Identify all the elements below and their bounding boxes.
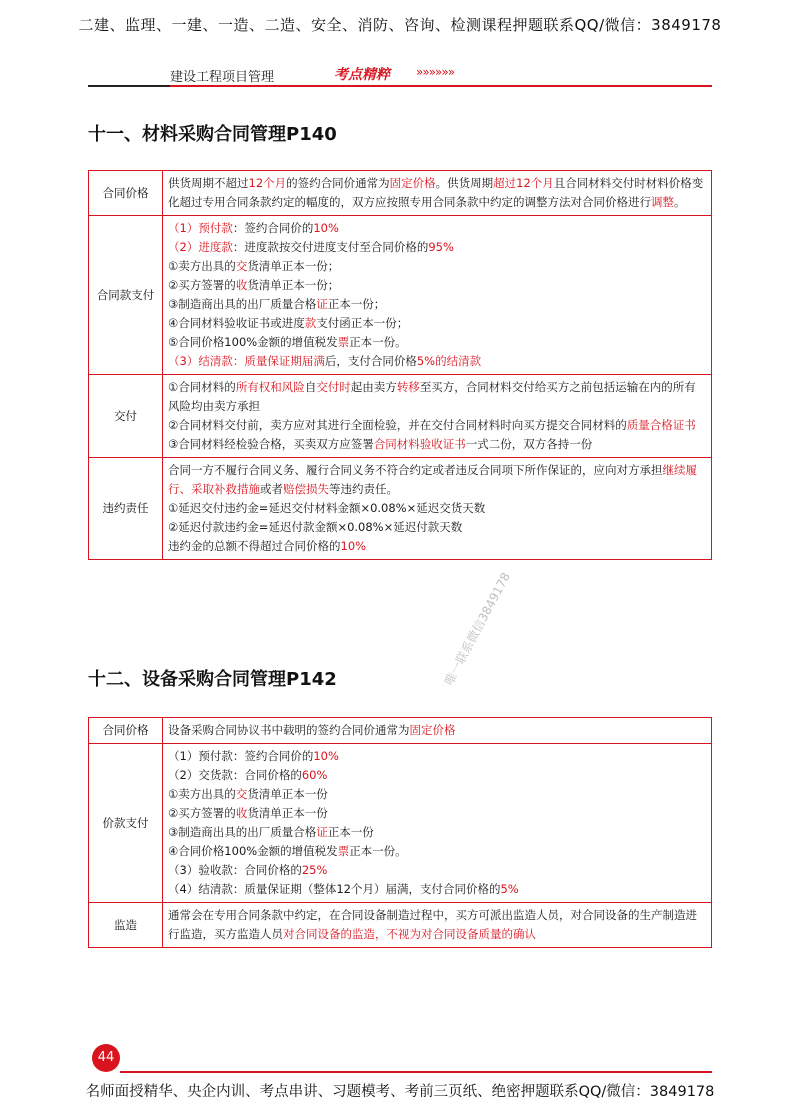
body-text: ④合同价格100%金额的增值税发 <box>168 844 338 858</box>
highlight-text: （3）结清款 <box>168 354 233 368</box>
header-divider-accent <box>88 85 170 87</box>
highlight-text: 固定价格 <box>389 176 436 190</box>
content-line <box>168 499 706 518</box>
row-label: 违约责任 <box>89 458 163 560</box>
body-text: ②延迟付款违约金=延迟付款金额×0.08%×延迟付款天数 <box>168 520 463 534</box>
highlight-text: 合同材料验收证书 <box>373 437 466 451</box>
body-text: 违约金的总额不得超过合同价格的 <box>168 539 341 553</box>
highlight-text: 赔偿损失 <box>283 482 329 496</box>
content-line <box>168 219 706 238</box>
table-row <box>89 458 712 560</box>
row-content <box>163 216 712 375</box>
body-text: 设备采购合同协议书中载明的签约合同价通常为 <box>168 723 410 737</box>
row-label: 价款支付 <box>89 744 163 903</box>
row-content <box>163 744 712 903</box>
highlight-text: 票 <box>337 335 350 349</box>
highlight-text: ：质量保证期届满 <box>232 354 325 368</box>
body-text: 货清单正本一份； <box>247 259 340 273</box>
content-line <box>168 823 706 842</box>
highlight-text: 质量合格证书 <box>626 418 696 432</box>
content-line <box>168 378 706 416</box>
body-text: ④合同材料验收证书或进度 <box>168 316 305 330</box>
highlight-text: 证 <box>316 825 328 839</box>
highlight-text: 对合同设备的监造，不视为对合同设备质量的确认 <box>283 927 536 941</box>
content-line <box>168 785 706 804</box>
highlight-text: 10% <box>313 221 339 235</box>
content-line <box>168 906 706 944</box>
body-text: 正本一份。 <box>349 335 407 349</box>
highlight-text: 95% <box>428 240 454 254</box>
highlight-text: 固定价格 <box>409 723 456 737</box>
highlight-text: （2）进度款 <box>168 240 233 254</box>
highlight-text: 票 <box>337 844 350 858</box>
body-text: 正本一份。 <box>349 844 407 858</box>
highlight-text: 超过12个月 <box>493 176 554 190</box>
row-content <box>163 375 712 458</box>
table-row <box>89 903 712 948</box>
body-text: ②买方签署的 <box>168 278 236 292</box>
row-label: 监造 <box>89 903 163 948</box>
body-text: 且合同材料交付时材料价格变化超过专用合同条款约定的幅度的，双方应按照专用合同条款中约定的调整方法对合同价格进行 <box>168 176 704 209</box>
section1-table <box>88 170 712 560</box>
body-text: 正本一份 <box>327 825 374 839</box>
highlight-text: 款 <box>304 316 317 330</box>
content-line <box>168 861 706 880</box>
highlight-text: 60% <box>301 768 328 782</box>
table-row <box>89 744 712 903</box>
highlight-text: 交 <box>235 787 248 801</box>
content-line <box>168 880 706 899</box>
body-text: 。供货周期 <box>435 176 494 190</box>
body-text: ①卖方出具的 <box>168 259 236 273</box>
content-line <box>168 537 706 556</box>
content-line <box>168 238 706 257</box>
body-text: ③制造商出具的出厂质量合格 <box>168 297 317 311</box>
row-label: 合同款支付 <box>89 216 163 375</box>
highlight-text: 交付时 <box>316 380 351 394</box>
table-row <box>89 171 712 216</box>
highlight-text: 继续履行、采取补救措施 <box>168 463 697 496</box>
content-line <box>168 461 706 499</box>
body-text: ③合同材料经检验合格，买卖双方应签署 <box>168 437 374 451</box>
page-header <box>88 64 712 86</box>
body-text: 货清单正本一份； <box>247 278 340 292</box>
body-text: 至买方，合同材料交付给买方之前包括运输在内的所有风险均由卖方承担 <box>168 380 696 413</box>
row-content <box>163 718 712 744</box>
header-divider <box>88 85 712 87</box>
content-line <box>168 804 706 823</box>
highlight-text: 25% <box>301 863 328 877</box>
row-label: 合同价格 <box>89 171 163 216</box>
section2-title: 十二、设备采购合同管理P142 <box>88 669 337 690</box>
row-content <box>163 171 712 216</box>
body-text: ①延迟交付违约金=延迟交付材料金额×0.08%×延迟交货天数 <box>168 501 486 515</box>
watermark: 唯一联系微信3849178 <box>441 570 514 688</box>
content-line <box>168 435 706 454</box>
highlight-text: （1）预付款 <box>168 221 233 235</box>
body-text: ②买方签署的 <box>168 806 236 820</box>
body-text: 。 <box>674 195 686 209</box>
body-text: 自 <box>304 380 317 394</box>
page-number-badge: 44 <box>92 1044 120 1072</box>
content-line <box>168 174 706 212</box>
footer-divider <box>120 1071 712 1073</box>
header-section-title: 考点精粹 <box>334 67 390 83</box>
content-line <box>168 416 706 435</box>
highlight-text: 10% <box>340 539 367 553</box>
body-text: （3）验收款：合同价格的 <box>168 863 302 877</box>
body-text: 通常会在专用合同条款中约定，在合同设备制造过程中，买方可派出监造人员，对合同设备的生产制造进行监造，买方监造人员 <box>168 908 697 941</box>
row-label: 交付 <box>89 375 163 458</box>
row-label: 合同价格 <box>89 718 163 744</box>
content-line <box>168 747 706 766</box>
body-text: ①卖方出具的 <box>168 787 236 801</box>
body-text: ①合同材料的 <box>168 380 236 394</box>
highlight-text: 调整 <box>651 195 674 209</box>
content-line <box>168 295 706 314</box>
content-line <box>168 766 706 785</box>
highlight-text: 5%的结清款 <box>416 354 482 368</box>
body-text: 一式二份，双方各持一份 <box>465 437 593 451</box>
body-text: （2）交货款：合同价格的 <box>168 768 302 782</box>
body-text: 的签约合同价通常为 <box>286 176 390 190</box>
body-text: ⑤合同价格100%金额的增值税发 <box>168 335 338 349</box>
highlight-text: 收 <box>235 278 248 292</box>
content-line <box>168 314 706 333</box>
highlight-text: 交 <box>235 259 248 273</box>
bottom-banner: 名师面授精华、央企内训、考点串讲、习题模考、考前三页纸、绝密押题联系QQ/微信：3849178 <box>85 1084 715 1100</box>
header-subject: 建设工程项目管理 <box>170 70 275 85</box>
body-text: 合同一方不履行合同义务、履行合同义务不符合约定或者违反合同项下所作保证的，应向对方承担 <box>168 463 663 477</box>
body-text: （4）结清款：质量保证期（整体12个月）届满，支付合同价格的 <box>168 882 501 896</box>
content-line <box>168 276 706 295</box>
body-text: ②合同材料交付前，卖方应对其进行全面检验，并在交付合同材料时向买方提交合同材料的 <box>168 418 627 432</box>
highlight-text: 12个月 <box>248 176 287 190</box>
body-text: ③制造商出具的出厂质量合格 <box>168 825 317 839</box>
body-text: 起由卖方 <box>350 380 397 394</box>
body-text: 货清单正本一份 <box>247 787 328 801</box>
body-text: （1）预付款：签约合同价的 <box>168 749 314 763</box>
highlight-text: 证 <box>316 297 328 311</box>
body-text: 等违约责任。 <box>329 482 398 496</box>
header-arrows-icon: »»»»»» <box>416 65 455 79</box>
section2-table <box>88 717 712 948</box>
body-text: 后，支付合同价格 <box>324 354 417 368</box>
body-text: 正本一份； <box>327 297 386 311</box>
content-line <box>168 842 706 861</box>
top-banner: 二建、监理、一建、一造、二造、安全、消防、咨询、检测课程押题联系QQ/微信：3849178 <box>78 16 722 34</box>
table-row <box>89 375 712 458</box>
highlight-text: 转移 <box>396 380 420 394</box>
content-line <box>168 333 706 352</box>
highlight-text: 5% <box>500 882 519 896</box>
row-content <box>163 458 712 560</box>
content-line <box>168 518 706 537</box>
section1-title: 十一、材料采购合同管理P140 <box>88 124 337 145</box>
table-row <box>89 216 712 375</box>
body-text: ：签约合同价的 <box>232 221 314 235</box>
table-row <box>89 718 712 744</box>
highlight-text: 收 <box>235 806 248 820</box>
content-line <box>168 721 706 740</box>
highlight-text: 所有权和风险 <box>235 380 305 394</box>
body-text: ：进度款按交付进度支付至合同价格的 <box>232 240 429 254</box>
content-line <box>168 352 706 371</box>
body-text: 或者 <box>260 482 283 496</box>
row-content <box>163 903 712 948</box>
body-text: 供货周期不超过 <box>168 176 249 190</box>
body-text: 支付函正本一份； <box>316 316 409 330</box>
highlight-text: 10% <box>313 749 339 763</box>
content-line <box>168 257 706 276</box>
body-text: 货清单正本一份 <box>247 806 328 820</box>
